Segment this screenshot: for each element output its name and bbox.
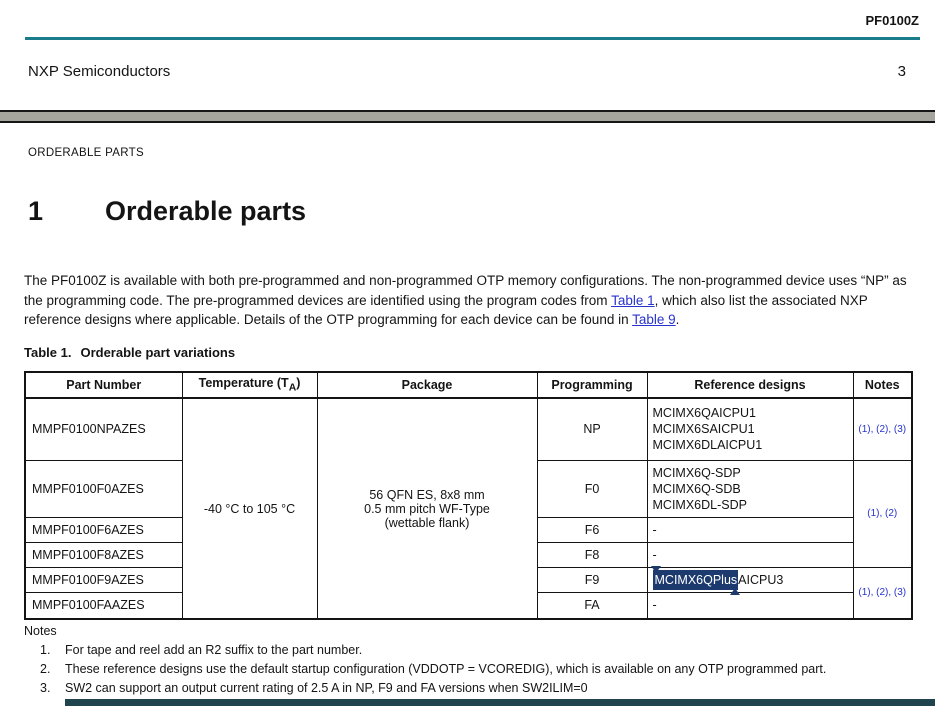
- table-9-link[interactable]: Table 9: [632, 312, 676, 327]
- footnote-item: 3. SW2 can support an output current rating of 2.5 A in NP, F9 and FA versions when SW2ILIM=0: [40, 681, 588, 695]
- reference-design-text: AICPU3: [738, 572, 784, 587]
- notes-ref-links[interactable]: (1), (2): [853, 460, 912, 567]
- intro-text-2: , which also list the associated NXP reference designs where applicable. Details of the OTP programming for each device can be found in: [24, 292, 868, 327]
- col-header-temperature: Temperature $(T_A)$: [182, 372, 317, 398]
- doc-code: PF0100Z: [865, 13, 919, 28]
- programming-cell: FA: [537, 592, 647, 619]
- programming-cell: NP: [537, 398, 647, 460]
- header-rule: [25, 37, 920, 40]
- section-number: 1: [28, 196, 44, 226]
- col-header-part-number: Part Number: [25, 372, 182, 398]
- part-number-cell: MMPF0100F6AZES: [25, 517, 182, 542]
- programming-cell: F8: [537, 542, 647, 567]
- selection-start-handle-icon[interactable]: [651, 566, 661, 573]
- intro-text-1: The PF0100Z is available with both pre-programmed and non-programmed OTP memory configurations. The non-programmed device uses “NP” as the programming code. The pre-programmed devices are identified using the program codes from: [24, 273, 907, 308]
- orderable-parts-table: [24, 371, 913, 620]
- programming-cell: F6: [537, 517, 647, 542]
- table-caption-label: Table 1.: [24, 345, 72, 360]
- reference-designs-cell: -: [647, 592, 853, 619]
- footnote-item: 1. For tape and reel add an R2 suffix to the part number.: [40, 643, 363, 657]
- table-header-row: [25, 372, 912, 398]
- intro-text-3: .: [675, 312, 680, 327]
- table-caption-text: Orderable part variations: [80, 345, 236, 360]
- footnotes-list: [40, 641, 920, 698]
- footnote-item: 2. These reference designs use the default startup configuration (VDDOTP = VCOREDIG), which is available on any OTP programmed part.: [40, 662, 827, 676]
- notes-ref-links[interactable]: (1), (2), (3): [853, 567, 912, 619]
- running-section-label: ORDERABLE PARTS: [28, 147, 144, 159]
- part-number-cell: MMPF0100F0AZES: [25, 460, 182, 517]
- reference-designs-cell: -: [647, 517, 853, 542]
- notes-ref-links[interactable]: (1), (2), (3): [853, 398, 912, 460]
- part-number-cell: MMPF0100FAAZES: [25, 592, 182, 619]
- selection-end-handle-icon[interactable]: [730, 588, 740, 595]
- col-header-reference-designs: Reference designs: [647, 372, 853, 398]
- programming-cell: F9: [537, 567, 647, 592]
- section-divider-bar: [0, 110, 935, 123]
- page-number: 3: [897, 63, 906, 80]
- text-selection-highlight[interactable]: MCIMX6QPlus: [653, 570, 739, 590]
- company-name: NXP Semiconductors: [28, 63, 171, 80]
- table-row: [25, 398, 912, 460]
- table-1-link[interactable]: Table 1: [611, 292, 655, 308]
- col-header-package: Package: [317, 372, 537, 398]
- part-number-cell: MMPF0100F8AZES: [25, 542, 182, 567]
- part-number-cell: MMPF0100NPAZES: [25, 398, 182, 460]
- bottom-bar: [65, 699, 935, 706]
- footnotes-title: Notes: [24, 624, 57, 638]
- col-header-programming: Programming: [537, 372, 647, 398]
- reference-designs-cell-selected[interactable]: [647, 567, 853, 592]
- col-header-notes: Notes: [853, 372, 912, 398]
- table-caption: [24, 345, 235, 360]
- temperature-cell: -40 °C to 105 °C: [182, 398, 317, 619]
- programming-cell: F0: [537, 460, 647, 517]
- package-cell: 56 QFN ES, 8x8 mm 0.5 mm pitch WF-Type (wettable flank): [317, 398, 537, 619]
- intro-paragraph: [24, 271, 919, 330]
- reference-designs-cell: -: [647, 542, 853, 567]
- reference-designs-cell: MCIMX6Q-SDP MCIMX6Q-SDB MCIMX6DL-SDP: [647, 460, 853, 517]
- section-title: Orderable parts: [105, 196, 307, 226]
- reference-designs-cell: MCIMX6QAICPU1 MCIMX6SAICPU1 MCIMX6DLAICPU1: [647, 398, 853, 460]
- part-number-cell: MMPF0100F9AZES: [25, 567, 182, 592]
